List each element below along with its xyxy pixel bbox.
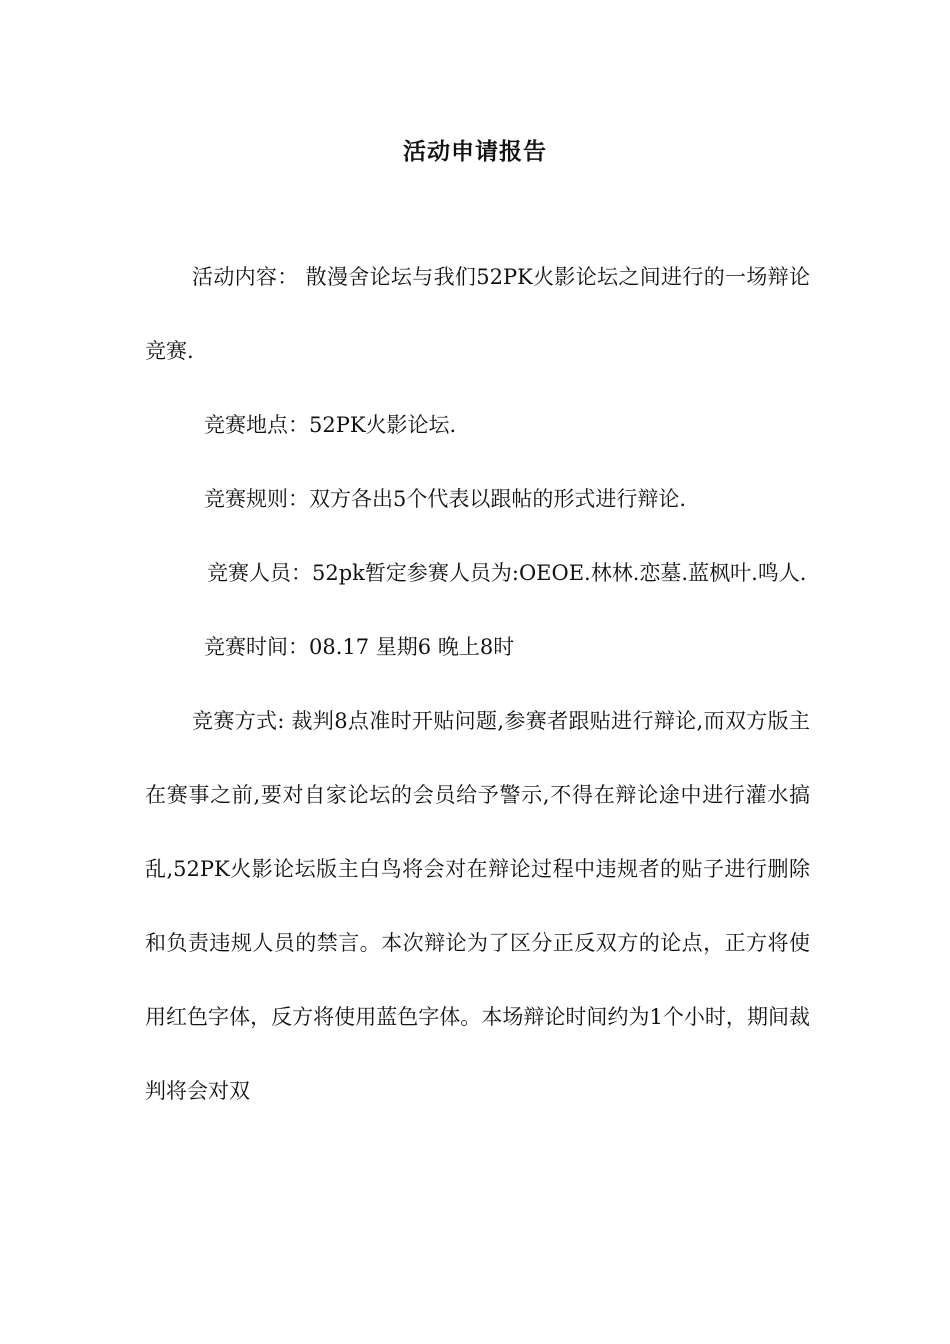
paragraph-venue: 竞赛地点：52PK火影论坛. xyxy=(204,413,457,437)
document-title: 活动申请报告 xyxy=(403,138,547,165)
paragraph-time: 竞赛时间：08.17 星期6 晚上8时 xyxy=(204,635,515,659)
paragraph-format: 竞赛方式: 裁判8点准时开贴问题,参赛者跟贴进行辩论,而双方版主在赛事之前,要对自家论坛的会员给予警示,不得在辩论途中进行灌水搞乱,52PK火影论坛版主白鸟将会对在辩论过程中违规者的贴子进行删除和负责违规人员的禁言。本次辩论为了区分正反双方的论点，正方将使用红色字体，反方将使用蓝色字体。本场辩论时间约为1个小时，期间裁判将会对双 xyxy=(145,709,810,1103)
paragraph-participants: 竞赛人员：52pk暂定参赛人员为:OEOE.林林.恋墓.蓝枫叶.鸣人. xyxy=(207,561,807,585)
document-body xyxy=(145,240,810,1128)
paragraph-activity-content: 活动内容： 散漫舍论坛与我们52PK火影论坛之间进行的一场辩论竞赛. xyxy=(145,265,810,363)
paragraph-rules: 竞赛规则：双方各出5个代表以跟帖的形式进行辩论. xyxy=(204,487,687,511)
